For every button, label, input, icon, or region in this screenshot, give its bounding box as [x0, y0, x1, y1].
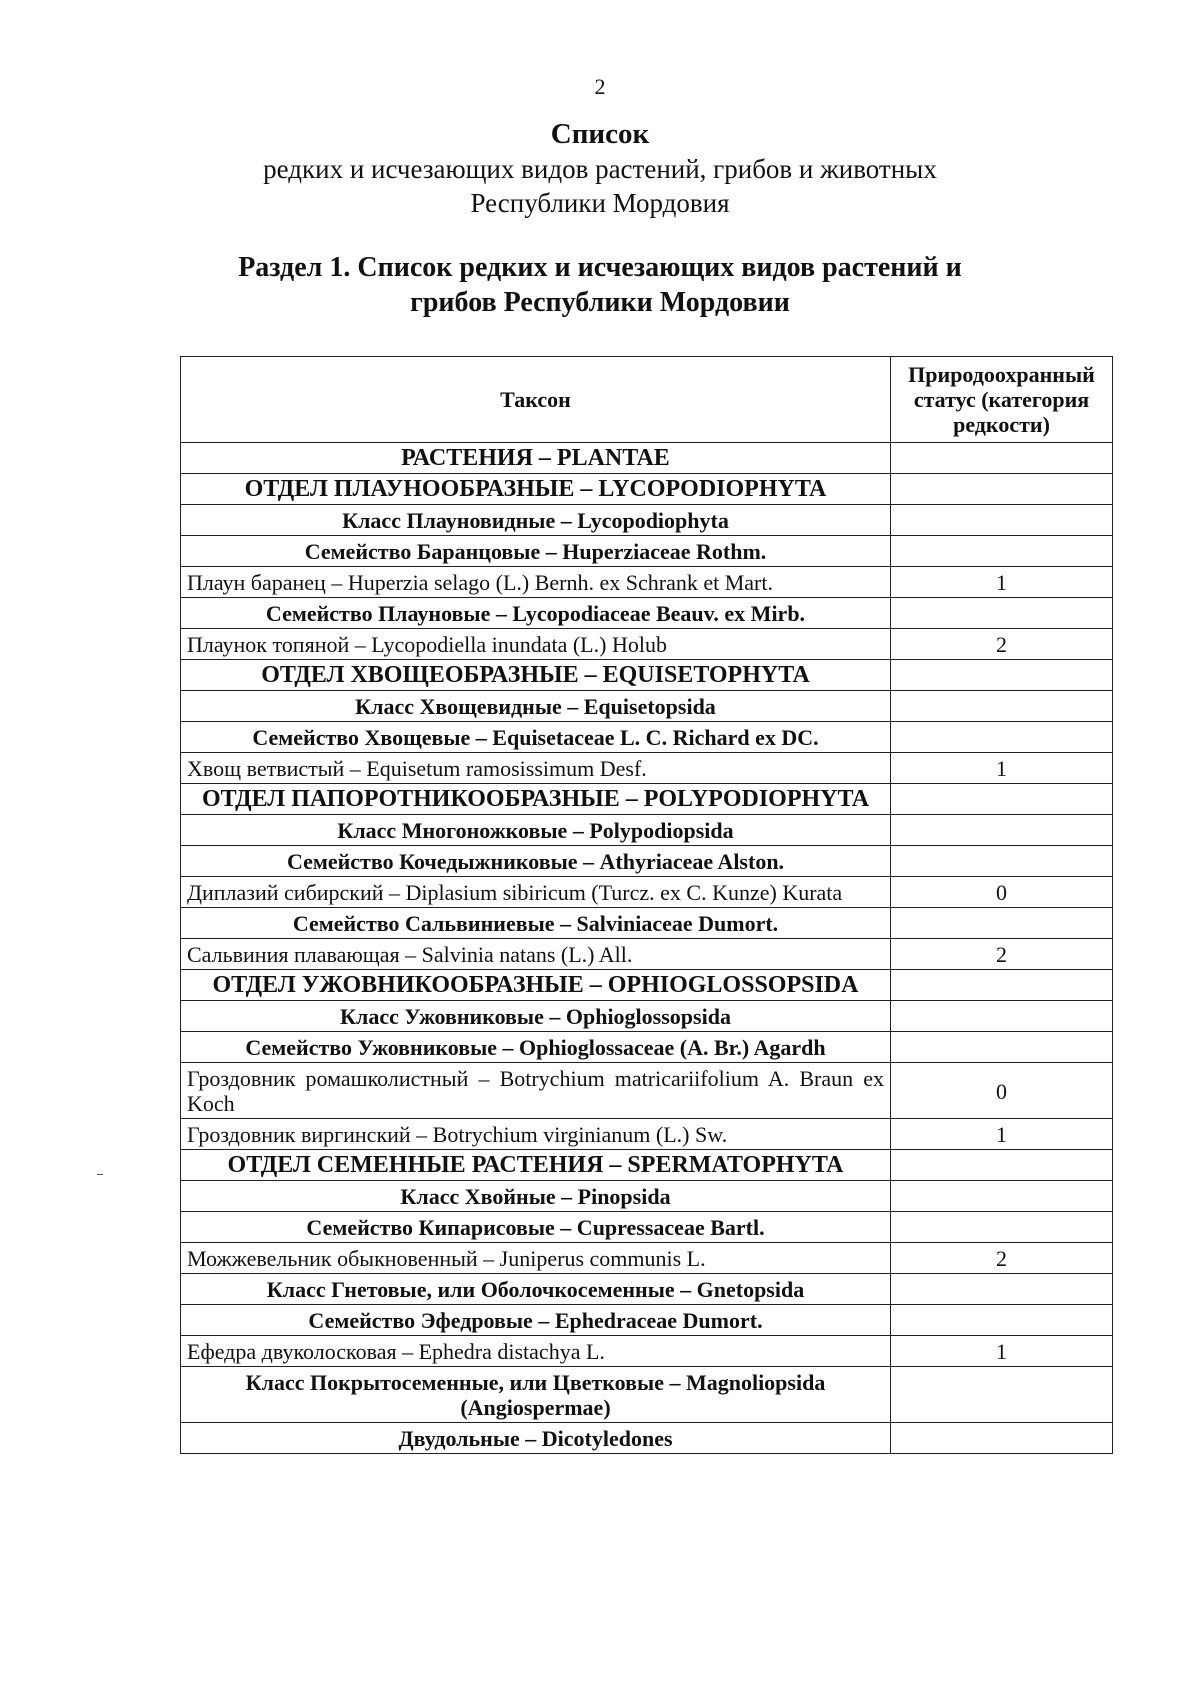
taxon-cell: ОТДЕЛ ХВОЩЕОБРАЗНЫЕ – EQUISETOPHYTA [181, 660, 891, 691]
table-row [181, 629, 1113, 660]
table-row [181, 970, 1113, 1001]
table-row [181, 443, 1113, 474]
table-row [181, 1212, 1113, 1243]
table-row [181, 722, 1113, 753]
table-row [181, 1336, 1113, 1367]
taxon-cell: Класс Хвощевидные – Equisetopsida [181, 691, 891, 722]
taxon-cell: Семейство Кипарисовые – Cupressaceae Bartl. [181, 1212, 891, 1243]
taxon-cell: Можжевельник обыкновенный – Juniperus communis L. [181, 1243, 891, 1274]
table-row [181, 784, 1113, 815]
taxon-cell: Плаунок топяной – Lycopodiella inundata (L.) Holub [181, 629, 891, 660]
table-row [181, 1001, 1113, 1032]
table-row [181, 846, 1113, 877]
status-cell: 1 [891, 1119, 1113, 1150]
status-cell: 1 [891, 567, 1113, 598]
table-row [181, 1367, 1113, 1423]
taxon-cell: Семейство Кочедыжниковые – Athyriaceae Alston. [181, 846, 891, 877]
column-header-status: Природоохранный статус (категория редкости) [891, 357, 1113, 443]
taxon-cell: Семейство Хвощевые – Equisetaceae L. C. Richard ex DC. [181, 722, 891, 753]
table-row [181, 1063, 1113, 1119]
taxa-table [180, 356, 1113, 1454]
status-cell [891, 1181, 1113, 1212]
document-subtitle: редких и исчезающих видов растений, грибов и животных Республики Мордовия [263, 154, 937, 218]
table-body [181, 443, 1113, 1454]
taxon-cell: Гроздовник виргинский – Botrychium virginianum (L.) Sw. [181, 1119, 891, 1150]
status-cell [891, 1150, 1113, 1181]
status-cell [891, 1305, 1113, 1336]
status-cell [891, 908, 1113, 939]
taxon-cell: Хвощ ветвистый – Equisetum ramosissimum Desf. [181, 753, 891, 784]
status-cell: 1 [891, 1336, 1113, 1367]
taxon-cell: Семейство Баранцовые – Huperziaceae Rothm. [181, 536, 891, 567]
taxon-cell: Семейство Эфедровые – Ephedraceae Dumort. [181, 1305, 891, 1336]
status-cell [891, 536, 1113, 567]
taxon-cell: Класс Плауновидные – Lycopodiophyta [181, 505, 891, 536]
table-row [181, 567, 1113, 598]
table-row [181, 1243, 1113, 1274]
status-cell [891, 691, 1113, 722]
taxon-cell: Класс Многоножковые – Polypodiopsida [181, 815, 891, 846]
status-cell [891, 784, 1113, 815]
status-cell [891, 1212, 1113, 1243]
taxon-cell: Плаун баранец – Huperzia selago (L.) Bernh. ex Schrank et Mart. [181, 567, 891, 598]
status-cell [891, 505, 1113, 536]
status-cell [891, 598, 1113, 629]
status-cell: 1 [891, 753, 1113, 784]
taxon-cell: Класс Гнетовые, или Оболочкосеменные – Gnetopsida [181, 1274, 891, 1305]
taxon-cell: Гроздовник ромашколистный – Botrychium matricariifolium A. Braun ex Koch [181, 1063, 891, 1119]
page-number: 2 [594, 74, 606, 99]
table-row [181, 1119, 1113, 1150]
status-cell [891, 846, 1113, 877]
section-title: Раздел 1. Список редких и исчезающих видов растений и грибов Республики Мордовии [238, 252, 962, 318]
taxon-cell: ОТДЕЛ УЖОВНИКООБРАЗНЫЕ – OPHIOGLOSSOPSIDA [181, 970, 891, 1001]
table-row [181, 505, 1113, 536]
scan-mark [97, 1174, 103, 1175]
taxon-cell: ОТДЕЛ ПЛАУНООБРАЗНЫЕ – LYCOPODIOPHYTA [181, 474, 891, 505]
table-row [181, 939, 1113, 970]
table-row [181, 598, 1113, 629]
status-cell: 2 [891, 939, 1113, 970]
table-row [181, 815, 1113, 846]
taxon-cell: РАСТЕНИЯ – PLANTAE [181, 443, 891, 474]
status-cell [891, 722, 1113, 753]
status-cell: 2 [891, 1243, 1113, 1274]
table-row [181, 691, 1113, 722]
taxon-cell: Семейство Сальвиниевые – Salviniaceae Dumort. [181, 908, 891, 939]
taxon-cell: Двудольные – Dicotyledones [181, 1423, 891, 1454]
status-cell [891, 443, 1113, 474]
status-cell [891, 474, 1113, 505]
taxon-cell: Класс Ужовниковые – Ophioglossopsida [181, 1001, 891, 1032]
status-cell: 0 [891, 877, 1113, 908]
table-row [181, 1150, 1113, 1181]
status-cell: 0 [891, 1063, 1113, 1119]
status-cell [891, 815, 1113, 846]
taxon-cell: Семейство Плауновые – Lycopodiaceae Beauv. ex Mirb. [181, 598, 891, 629]
taxon-cell: Семейство Ужовниковые – Ophioglossaceae (A. Br.) Agardh [181, 1032, 891, 1063]
table-row [181, 1274, 1113, 1305]
table-row [181, 877, 1113, 908]
taxon-cell: Сальвиния плавающая – Salvinia natans (L.) All. [181, 939, 891, 970]
status-cell [891, 970, 1113, 1001]
taxon-cell: Класс Хвойные – Pinopsida [181, 1181, 891, 1212]
table-row [181, 1032, 1113, 1063]
status-cell [891, 1274, 1113, 1305]
table-header-row [181, 357, 1113, 443]
table-row [181, 474, 1113, 505]
table-row [181, 1181, 1113, 1212]
column-header-taxon: Таксон [181, 357, 891, 443]
table-row [181, 1305, 1113, 1336]
taxon-cell: Диплазий сибирский – Diplasium sibiricum (Turcz. ex C. Kunze) Kurata [181, 877, 891, 908]
taxon-cell: Класс Покрытосеменные, или Цветковые – Magnoliopsida (Angiospermae) [181, 1367, 891, 1423]
taxon-cell: ОТДЕЛ ПАПОРОТНИКООБРАЗНЫЕ – POLYPODIOPHYTA [181, 784, 891, 815]
status-cell: 2 [891, 629, 1113, 660]
status-cell [891, 1001, 1113, 1032]
status-cell [891, 660, 1113, 691]
taxon-cell: Ефедра двуколосковая – Ephedra distachya L. [181, 1336, 891, 1367]
table-row [181, 1423, 1113, 1454]
status-cell [891, 1423, 1113, 1454]
table-row [181, 908, 1113, 939]
status-cell [891, 1367, 1113, 1423]
table-row [181, 536, 1113, 567]
document-title: Список [550, 118, 650, 150]
table-row [181, 660, 1113, 691]
status-cell [891, 1032, 1113, 1063]
taxon-cell: ОТДЕЛ СЕМЕННЫЕ РАСТЕНИЯ – SPERMATOPHYTA [181, 1150, 891, 1181]
table-row [181, 753, 1113, 784]
